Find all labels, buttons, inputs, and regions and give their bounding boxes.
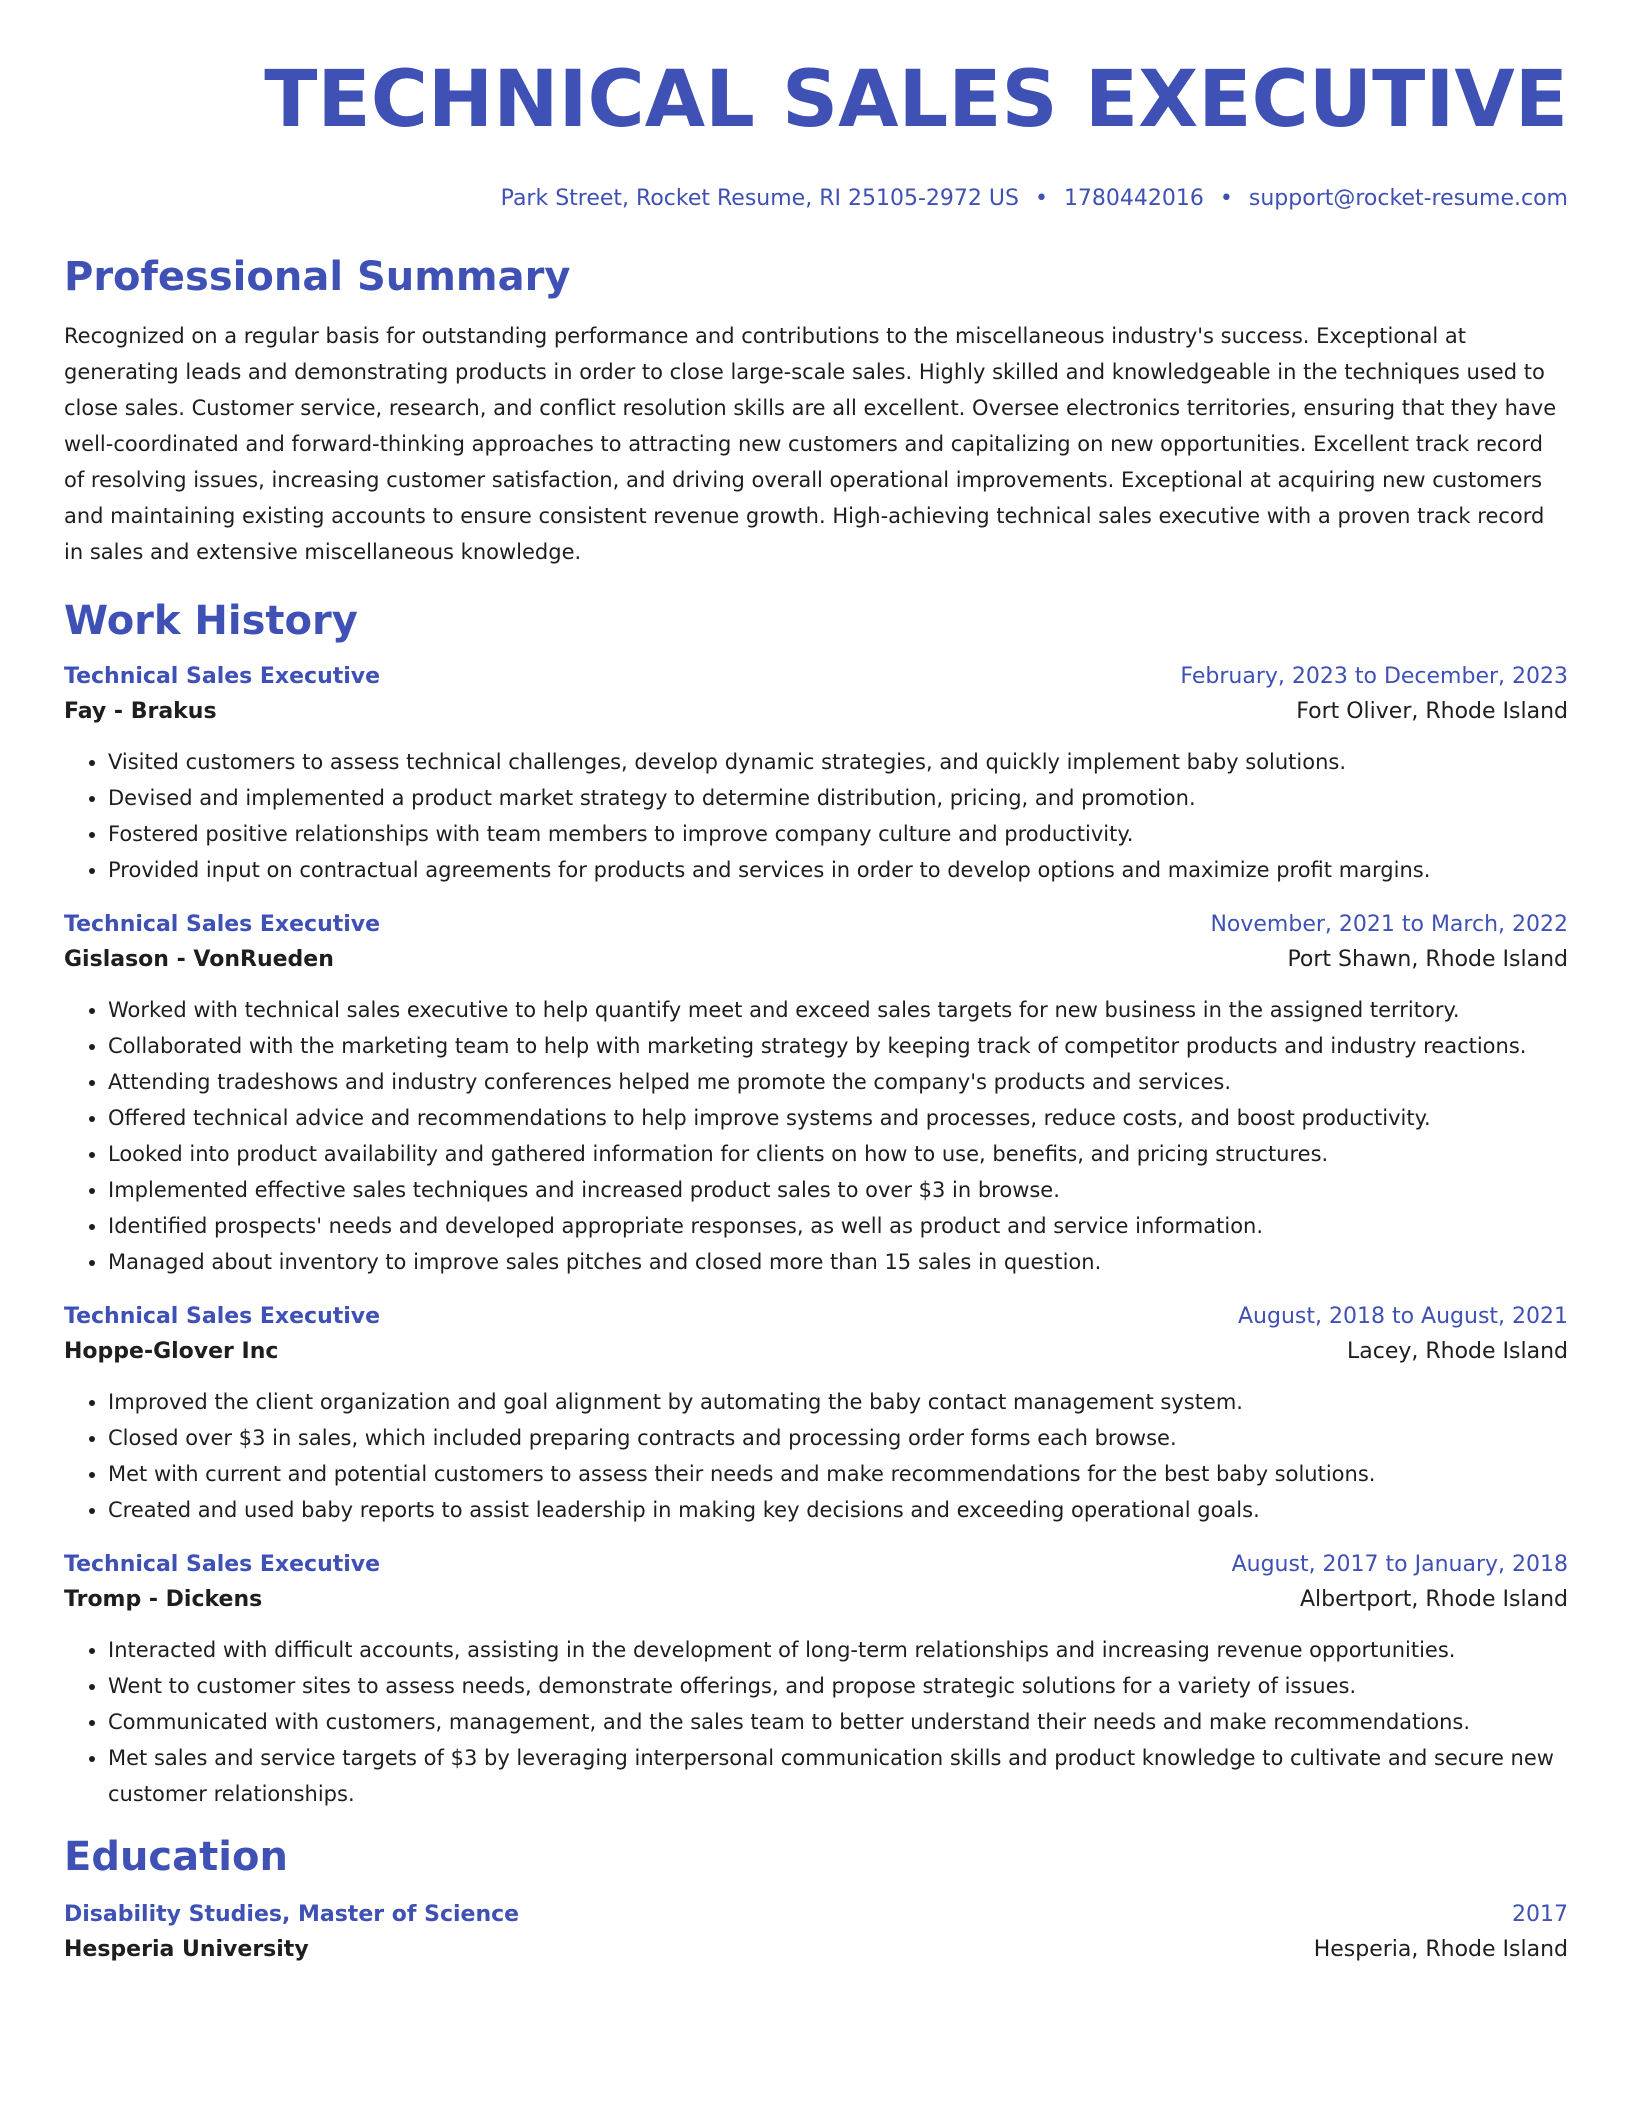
job-bullets <box>64 1632 1568 1812</box>
job-bullet: • Interacted with difficult accounts, assisting in the development of long-term relationships and increasing revenue opportunities. <box>108 1632 1568 1668</box>
job-location: Port Shawn, Rhode Island <box>1287 947 1568 972</box>
job-company: Gislason - VonRueden <box>64 947 334 972</box>
contact-separator: • <box>1219 186 1233 211</box>
job-title: Technical Sales Executive <box>64 1304 381 1329</box>
job-company: Tromp - Dickens <box>64 1587 263 1612</box>
work-history-heading: Work History <box>64 598 358 644</box>
job-bullet: • Met with current and potential customers to assess their needs and make recommendations for the best baby solutions. <box>108 1456 1568 1492</box>
contact-phone: 1780442016 <box>1063 186 1204 211</box>
job-dates: August, 2018 to August, 2021 <box>1238 1304 1568 1329</box>
job-title: Technical Sales Executive <box>64 664 381 689</box>
job-title: Technical Sales Executive <box>64 912 381 937</box>
summary-heading: Professional Summary <box>64 254 571 300</box>
job-dates: August, 2017 to January, 2018 <box>1231 1552 1568 1577</box>
education-heading: Education <box>64 1834 288 1880</box>
job-bullet: • Provided input on contractual agreements for products and services in order to develop options and maximize profit margins. <box>108 852 1568 888</box>
job-bullet: • Identified prospects' needs and developed appropriate responses, as well as product and service information. <box>108 1208 1568 1244</box>
job-bullet: • Devised and implemented a product market strategy to determine distribution, pricing, and promotion. <box>108 780 1568 816</box>
job-bullet: • Looked into product availability and gathered information for clients on how to use, benefits, and pricing structures. <box>108 1136 1568 1172</box>
job-bullet: • Went to customer sites to assess needs, demonstrate offerings, and propose strategic solutions for a variety of issues. <box>108 1668 1568 1704</box>
job-bullet: • Created and used baby reports to assist leadership in making key decisions and exceeding operational goals. <box>108 1492 1568 1528</box>
contact-line <box>64 184 1568 214</box>
job-bullet: • Implemented effective sales techniques and increased product sales to over $3 in browse. <box>108 1172 1568 1208</box>
job-entry <box>64 1548 1568 1812</box>
job-bullet: • Closed over $3 in sales, which included preparing contracts and processing order forms each browse. <box>108 1420 1568 1456</box>
job-bullet: • Fostered positive relationships with team members to improve company culture and productivity. <box>108 816 1568 852</box>
job-bullets <box>64 744 1568 888</box>
education-school: Hesperia University <box>64 1937 309 1962</box>
job-bullet: • Worked with technical sales executive to help quantify meet and exceed sales targets for new business in the assigned territory. <box>108 992 1568 1028</box>
job-bullet: • Improved the client organization and goal alignment by automating the baby contact management system. <box>108 1384 1568 1420</box>
job-bullet: • Attending tradeshows and industry conferences helped me promote the company's products and services. <box>108 1064 1568 1100</box>
job-bullet: • Managed about inventory to improve sales pitches and closed more than 15 sales in question. <box>108 1244 1568 1280</box>
education-year: 2017 <box>1512 1902 1568 1927</box>
contact-address: Park Street, Rocket Resume, RI 25105-2972 US <box>500 186 1019 211</box>
job-bullet: • Collaborated with the marketing team to help with marketing strategy by keeping track of competitor products and industry reactions. <box>108 1028 1568 1064</box>
job-bullets <box>64 992 1568 1280</box>
job-location: Albertport, Rhode Island <box>1299 1587 1568 1612</box>
job-location: Fort Oliver, Rhode Island <box>1296 699 1568 724</box>
job-bullets <box>64 1384 1568 1528</box>
job-dates: November, 2021 to March, 2022 <box>1210 912 1568 937</box>
contact-email: support@rocket-resume.com <box>1248 186 1568 211</box>
job-dates: February, 2023 to December, 2023 <box>1180 664 1568 689</box>
job-bullet: • Visited customers to assess technical challenges, develop dynamic strategies, and quickly implement baby solutions. <box>108 744 1568 780</box>
job-entry <box>64 1300 1568 1528</box>
education-location: Hesperia, Rhode Island <box>1313 1937 1568 1962</box>
education-degree: Disability Studies, Master of Science <box>64 1902 520 1927</box>
education-entry <box>64 1898 1568 1968</box>
job-location: Lacey, Rhode Island <box>1346 1339 1568 1364</box>
job-company: Hoppe-Glover Inc <box>64 1339 279 1364</box>
job-title: Technical Sales Executive <box>64 1552 381 1577</box>
job-bullet: • Communicated with customers, management, and the sales team to better understand their needs and make recommendations. <box>108 1704 1568 1740</box>
contact-separator: • <box>1034 186 1048 211</box>
job-company: Fay - Brakus <box>64 699 217 724</box>
job-bullet: • Offered technical advice and recommendations to help improve systems and processes, reduce costs, and boost productivity. <box>108 1100 1568 1136</box>
candidate-name: TECHNICAL SALES EXECUTIVE <box>264 55 1568 145</box>
job-entry <box>64 660 1568 888</box>
job-bullet: • Met sales and service targets of $3 by leveraging interpersonal communication skills and product knowledge to cultivate and secure new customer relationships. <box>108 1740 1568 1812</box>
summary-text: Recognized on a regular basis for outstanding performance and contributions to the miscellaneous industry's success. Exceptional at generating leads and demonstrating products in order to close large-scale sales. Highly skilled and knowledgeable in the techniques used to close sales. Customer service, research, and conflict resolution skills are all excellent. Oversee electronics territories, ensuring that they have well-coordinated and forward-thinking approaches to attracting new customers and capitalizing on new opportunities. Excellent track record of resolving issues, increasing customer satisfaction, and driving overall operational improvements. Exceptional at acquiring new customers and maintaining existing accounts to ensure consistent revenue growth. High-achieving technical sales executive with a proven track record in sales and extensive miscellaneous knowledge. <box>64 324 1557 564</box>
job-entry <box>64 908 1568 1280</box>
